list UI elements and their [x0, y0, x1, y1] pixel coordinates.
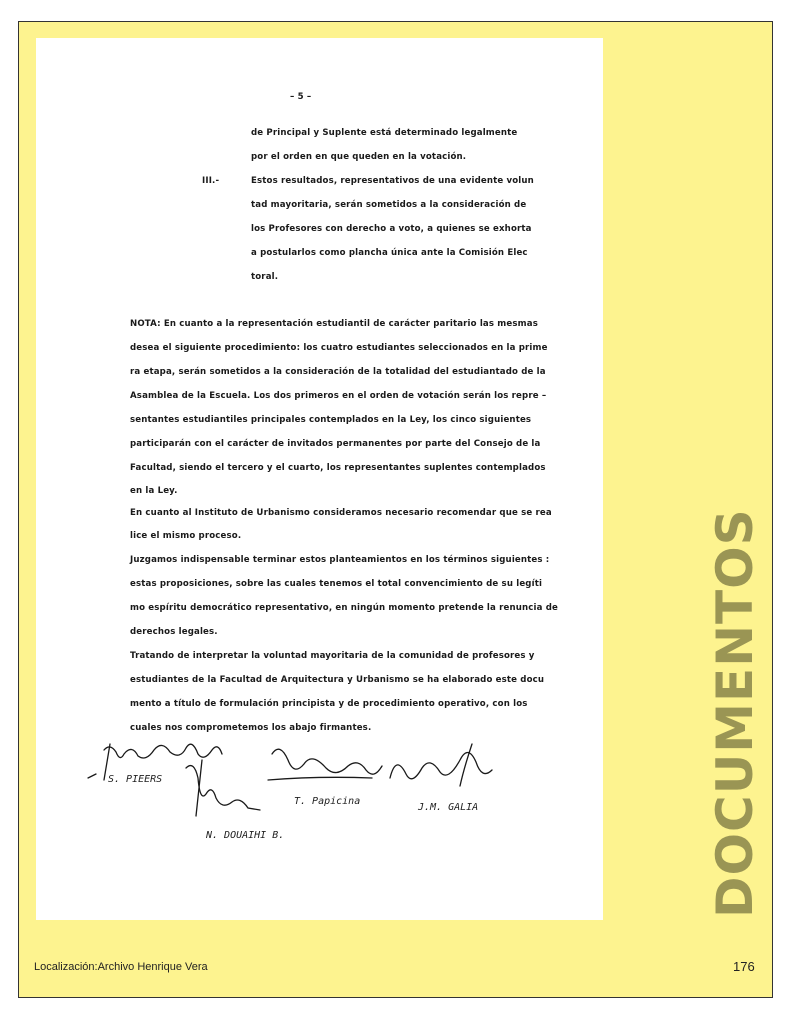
doc-line: ra etapa, serán sometidos a la consideración de la totalidad del estudiantado de la	[130, 367, 546, 377]
doc-line: lice el mismo proceso.	[130, 531, 242, 541]
signatures-area	[36, 38, 603, 920]
scanned-document	[36, 38, 603, 920]
doc-line: de Principal y Suplente está determinado legalmente	[251, 128, 518, 138]
doc-line: estas proposiciones, sobre las cuales tenemos el total convencimiento de su legíti	[130, 579, 543, 589]
doc-line: NOTA: En cuanto a la representación estudiantil de carácter paritario las mesmas	[130, 319, 538, 329]
doc-line: mento a título de formulación principista y de procedimiento operativo, con los	[130, 699, 528, 709]
doc-line: mo espíritu democrático representativo, en ningún momento pretende la renuncia de	[130, 603, 559, 613]
signature-name: N. DOUAIHI B.	[206, 830, 285, 841]
signature-name: S. PIEERS	[108, 774, 163, 785]
doc-line: estudiantes de la Facultad de Arquitectura y Urbanismo se ha elaborado este docu	[130, 675, 545, 685]
doc-line: en la Ley.	[130, 486, 178, 496]
page-number: 176	[733, 959, 755, 974]
doc-line: Estos resultados, representativos de una evidente volun	[251, 176, 534, 186]
signature-stroke	[390, 752, 492, 778]
doc-line: a postularlos como plancha única ante la Comisión Elec	[251, 248, 528, 258]
doc-line: Asamblea de la Escuela. Los dos primeros en el orden de votación serán los repre –	[130, 391, 547, 401]
section-number: III.-	[202, 176, 220, 186]
page-marker: – 5 –	[290, 92, 312, 102]
location-caption: Localización:Archivo Henrique Vera	[34, 961, 208, 973]
doc-line: sentantes estudiantiles principales contemplados en la Ley, los cinco siguientes	[130, 415, 532, 425]
doc-line: En cuanto al Instituto de Urbanismo consideramos necesario recomendar que se rea	[130, 508, 552, 518]
doc-line: Juzgamos indispensable terminar estos planteamientos en los términos siguientes :	[130, 555, 550, 565]
doc-line: participarán con el carácter de invitados permanentes por parte del Consejo de la	[130, 439, 541, 449]
signature-name: J.M. GALIA	[418, 802, 479, 813]
doc-line: derechos legales.	[130, 627, 218, 637]
doc-line: desea el siguiente procedimiento: los cuatro estudiantes seleccionados en la prime	[130, 343, 548, 353]
signature-stroke	[272, 749, 382, 774]
side-title: DOCUMENTOS	[706, 508, 764, 918]
doc-line: tad mayoritaria, serán sometidos a la consideración de	[251, 200, 527, 210]
doc-line: los Profesores con derecho a voto, a quienes se exhorta	[251, 224, 532, 234]
signature-stroke	[196, 760, 202, 816]
doc-line: cuales nos comprometemos los abajo firmantes.	[130, 723, 372, 733]
signature-stroke	[460, 744, 472, 786]
doc-line: Tratando de interpretar la voluntad mayoritaria de la comunidad de profesores y	[130, 651, 535, 661]
doc-line: toral.	[251, 272, 279, 282]
doc-line: Facultad, siendo el tercero y el cuarto, los representantes suplentes contemplados	[130, 463, 546, 473]
signature-stroke	[268, 777, 372, 780]
doc-line: por el orden en que queden en la votación.	[251, 152, 467, 162]
signature-name: T. Papicina	[294, 796, 361, 807]
